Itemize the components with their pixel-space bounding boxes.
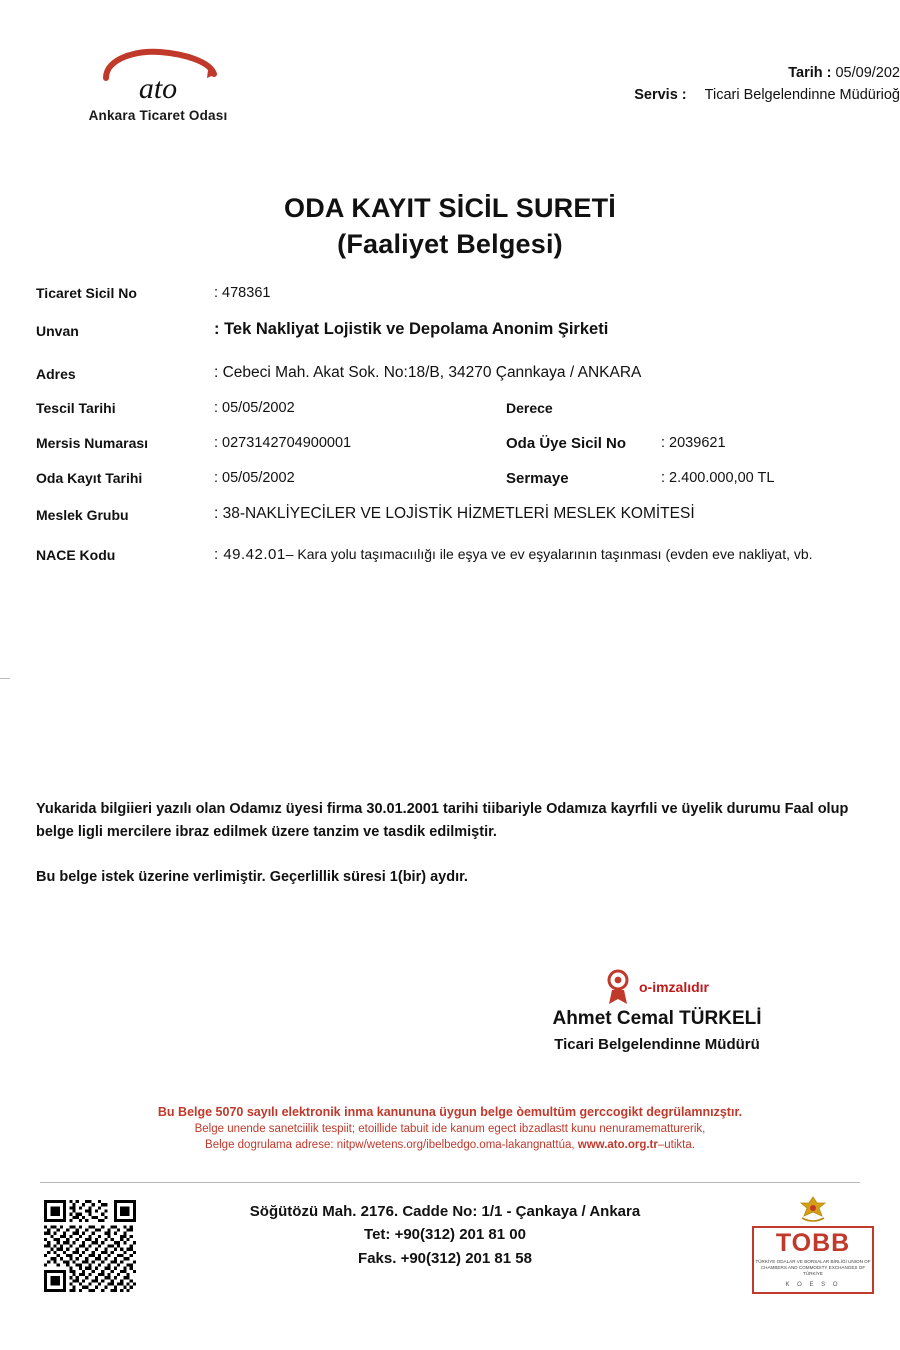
field-row-meslek-grubu	[36, 505, 880, 543]
date-value: 05/09/202	[835, 65, 900, 81]
document-header	[0, 40, 900, 150]
footer-phone: Tet: +90(312) 201 81 00	[364, 1226, 526, 1244]
ticaret-sicil-no-label: Ticaret Sicil No	[36, 285, 137, 301]
signature-top-row	[442, 968, 872, 1006]
ato-logo-block	[38, 48, 278, 123]
date-label: Tarih :	[788, 65, 832, 81]
field-row-tescil-tarihi	[36, 400, 880, 435]
header-meta	[634, 62, 900, 107]
unvan-label: Unvan	[36, 323, 79, 339]
statement-paragraph-2: Bu belge istek üzerine verlimiştir. Geçerlillik süresi 1(bir) aydır.	[36, 869, 468, 886]
mersis-value: : 0273142704900001	[214, 435, 352, 451]
signatory-role: Ticari Belgelendinne Müdürü	[554, 1036, 760, 1053]
tobb-wordmark-box	[752, 1226, 874, 1294]
nace-description: – Kara yolu taşımacıılığı ile eşya ve ev eşyalarının taşınması (evden eve nakliyat, vb.	[285, 546, 813, 562]
adres-value: : Cebeci Mah. Akat Sok. No:18/B, 34270 Çannkaya / ANKARA	[214, 364, 642, 381]
oda-uye-sicil-no-label: Oda Üye Sicil No	[506, 435, 627, 452]
ticaret-sicil-no-value: : 478361	[214, 285, 271, 301]
logo-caption: Ankara Ticaret Odası	[88, 108, 228, 123]
footer-contact	[170, 1200, 720, 1270]
e-signature-note: o-imzalıdır	[638, 979, 709, 995]
signatory-name: Ahmet Cemal TÜRKELİ	[552, 1008, 762, 1029]
field-row-oda-kayit-tarihi	[36, 470, 880, 505]
field-row-nace-kodu	[36, 543, 880, 581]
unvan-value: : Tek Nakliyat Lojistik ve Depolama Anonim Şirketi	[214, 320, 609, 338]
field-row-ticaret-sicil-no	[36, 285, 880, 320]
sermaye-value: : 2.400.000,00 TL	[661, 470, 775, 486]
legal-note-line3	[0, 1139, 900, 1151]
e-signature-seal-icon	[605, 969, 631, 1005]
signature-block	[442, 968, 872, 1053]
tescil-tarihi-label: Tescil Tarihi	[36, 400, 116, 416]
field-row-mersis	[36, 435, 880, 470]
document-footer	[0, 1196, 900, 1326]
legal-note-url[interactable]: www.ato.org.tr	[577, 1139, 658, 1151]
sermaye-label: Sermaye	[506, 470, 569, 487]
legal-note-line1: Bu Belge 5070 sayılı elektronik inma kanununa üygun belge òemultüm gerccogikt degrülamnızştır.	[157, 1105, 743, 1119]
footer-divider	[40, 1182, 860, 1183]
ato-logo-icon	[98, 48, 218, 106]
service-label: Servis :	[634, 87, 687, 104]
mersis-label: Mersis Numarası	[36, 435, 149, 451]
tobb-wordmark: TOBB	[775, 1229, 851, 1257]
svg-text:ato: ato	[138, 72, 178, 105]
meslek-grubu-value: : 38-NAKLİYECİLER VE LOJİSTİK HİZMETLERİ MESLEK KOMİTESİ	[214, 505, 695, 522]
legal-note-line2: Belge unende sanetciilik tespiit; etoillide tabuit ide kanum egect ibzadlastt kunu nenuramematturerik,	[194, 1123, 706, 1135]
oda-kayit-tarihi-label: Oda Kayıt Tarihi	[36, 470, 143, 486]
nace-kodu-value	[214, 546, 813, 563]
footer-fax: Faks. +90(312) 201 81 58	[358, 1249, 532, 1267]
derece-label: Derece	[506, 400, 553, 416]
field-row-adres	[36, 364, 880, 400]
adres-label: Adres	[36, 366, 76, 382]
statement-paragraphs	[36, 798, 876, 890]
service-value: Ticari Belgelendinne Müdürioğ	[704, 87, 900, 104]
page-title-line2: (Faaliyet Belgesi)	[337, 229, 563, 260]
oda-uye-sicil-no-value: : 2039621	[661, 435, 726, 451]
tobb-logo	[752, 1196, 874, 1294]
page-title-line1: ODA KAYIT SİCİL SURETİ	[284, 193, 616, 223]
legal-note-line3-post: –utikta.	[657, 1139, 695, 1151]
tobb-crest-icon	[796, 1196, 830, 1224]
nace-kodu-label: NACE Kodu	[36, 547, 116, 563]
nace-code: : 49.42.01	[214, 546, 286, 563]
header-date-row	[634, 62, 900, 84]
field-row-unvan	[36, 320, 880, 364]
page-edge-mark	[0, 678, 10, 679]
footer-address: Söğütözü Mah. 2176. Cadde No: 1/1 - Çankaya / Ankara	[249, 1203, 641, 1220]
legal-note	[0, 1105, 900, 1151]
statement-paragraph-1: Yukarida bilgiieri yazılı olan Odamız üyesi firma 30.01.2001 tarihi tiibariyle Odamıza kayrfıli ve üyelik durumu Faal olup belge ligli mercilere ibraz edilmek üzere tanzim ve tasdik edilmiştir.	[36, 801, 849, 841]
tobb-subtitle: TÜRKİYE ODALAR VE BORSALAR BİRLİĞİ UNION OF CHAMBERS AND COMMODITY EXCHANGES OF TÜRKİYE	[755, 1259, 871, 1277]
meslek-grubu-label: Meslek Grubu	[36, 507, 129, 523]
qr-code[interactable]	[44, 1200, 136, 1292]
field-list	[36, 285, 880, 581]
tobb-koeso: K O E S O	[785, 1281, 841, 1288]
tescil-tarihi-value: : 05/05/2002	[214, 400, 295, 416]
header-service-row	[634, 84, 900, 106]
legal-note-line3-pre: Belge dogrulama adrese: nitpw/wetens.org/ibelbedgo.oma-lakangnattúa,	[205, 1139, 575, 1151]
oda-kayit-tarihi-value: : 05/05/2002	[214, 470, 295, 486]
page-title	[0, 190, 900, 263]
